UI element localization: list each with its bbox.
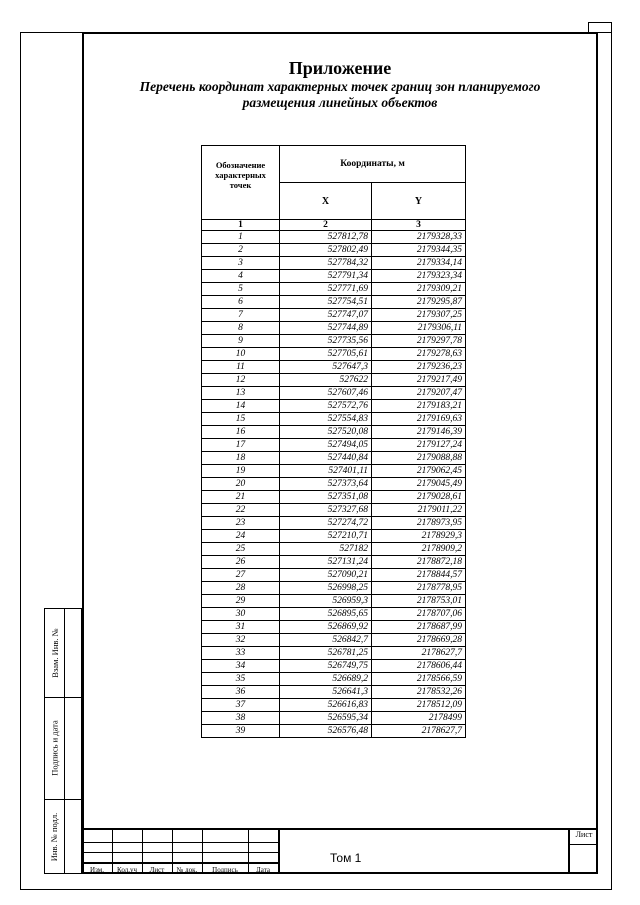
y-coordinate-cell: 2178844,57 (372, 569, 466, 582)
y-coordinate-cell: 2179236,23 (372, 361, 466, 374)
table-row (202, 465, 466, 478)
point-id-cell: 29 (202, 595, 280, 608)
y-coordinate-cell: 2179306,11 (372, 322, 466, 335)
table-row (202, 491, 466, 504)
x-coordinate-cell: 527802,49 (280, 244, 372, 257)
table-row (202, 322, 466, 335)
y-coordinate-cell: 2179309,21 (372, 283, 466, 296)
table-row (202, 270, 466, 283)
table-row (202, 634, 466, 647)
point-id-cell: 15 (202, 413, 280, 426)
x-coordinate-cell: 527647,3 (280, 361, 372, 374)
x-coordinate-cell: 527182 (280, 543, 372, 556)
table-row (202, 244, 466, 257)
x-coordinate-cell: 527705,61 (280, 348, 372, 361)
y-coordinate-cell: 2179344,35 (372, 244, 466, 257)
point-id-cell: 11 (202, 361, 280, 374)
point-id-cell: 12 (202, 374, 280, 387)
x-coordinate-cell: 527747,07 (280, 309, 372, 322)
y-coordinate-cell: 2179088,88 (372, 452, 466, 465)
table-row (202, 400, 466, 413)
point-id-cell: 32 (202, 634, 280, 647)
coordinates-body (202, 231, 466, 738)
table-row (202, 231, 466, 244)
x-coordinate-cell: 527784,32 (280, 257, 372, 270)
table-row (202, 530, 466, 543)
point-id-cell: 4 (202, 270, 280, 283)
y-coordinate-cell: 2178872,18 (372, 556, 466, 569)
point-id-cell: 30 (202, 608, 280, 621)
table-row (202, 569, 466, 582)
x-coordinate-cell: 527401,11 (280, 465, 372, 478)
tb-label-sheet: Лист (149, 866, 165, 874)
y-coordinate-cell: 2179169,63 (372, 413, 466, 426)
column-number: 1 (202, 220, 280, 231)
table-row (202, 452, 466, 465)
x-coordinate-cell: 526576,48 (280, 725, 372, 738)
y-coordinate-cell: 2179328,33 (372, 231, 466, 244)
table-row (202, 504, 466, 517)
x-coordinate-cell: 526781,25 (280, 647, 372, 660)
table-row (202, 621, 466, 634)
x-coordinate-cell: 527812,78 (280, 231, 372, 244)
point-id-cell: 1 (202, 231, 280, 244)
x-coordinate-cell: 526595,34 (280, 712, 372, 725)
x-coordinate-cell: 527607,46 (280, 387, 372, 400)
header-coordinates: Координаты, м (280, 146, 466, 183)
x-coordinate-cell: 527440,84 (280, 452, 372, 465)
y-coordinate-cell: 2178627,7 (372, 647, 466, 660)
point-id-cell: 38 (202, 712, 280, 725)
point-id-cell: 24 (202, 530, 280, 543)
side-label-signature-text: Подпись и дата (49, 720, 60, 776)
page-subtitle (105, 79, 575, 111)
y-coordinate-cell: 2178707,06 (372, 608, 466, 621)
x-coordinate-cell: 527520,08 (280, 426, 372, 439)
point-id-cell: 8 (202, 322, 280, 335)
table-row (202, 335, 466, 348)
table-row (202, 283, 466, 296)
table-row (202, 361, 466, 374)
y-coordinate-cell: 2178566,59 (372, 673, 466, 686)
x-coordinate-cell: 526749,75 (280, 660, 372, 673)
point-id-cell: 26 (202, 556, 280, 569)
y-coordinate-cell: 2179217,49 (372, 374, 466, 387)
corner-tab (588, 22, 612, 33)
table-row (202, 348, 466, 361)
tb-label-date: Дата (256, 866, 270, 874)
y-coordinate-cell: 2179028,61 (372, 491, 466, 504)
x-coordinate-cell: 526869,92 (280, 621, 372, 634)
point-id-cell: 25 (202, 543, 280, 556)
x-coordinate-cell: 527373,64 (280, 478, 372, 491)
x-coordinate-cell: 527494,05 (280, 439, 372, 452)
table-row (202, 595, 466, 608)
x-coordinate-cell: 526641,3 (280, 686, 372, 699)
side-stamp (44, 608, 82, 874)
table-row (202, 608, 466, 621)
y-coordinate-cell: 2179045,49 (372, 478, 466, 491)
y-coordinate-cell: 2178499 (372, 712, 466, 725)
y-coordinate-cell: 2179297,78 (372, 335, 466, 348)
y-coordinate-cell: 2178532,26 (372, 686, 466, 699)
header-points-line-1: Обозначение (215, 160, 266, 170)
x-coordinate-cell: 527622 (280, 374, 372, 387)
table-row (202, 426, 466, 439)
side-label-replacement (45, 609, 64, 697)
x-coordinate-cell: 527274,72 (280, 517, 372, 530)
x-coordinate-cell: 527327,68 (280, 504, 372, 517)
header-y: Y (372, 183, 466, 220)
table-row (202, 257, 466, 270)
volume-label: Том 1 (330, 851, 362, 865)
table-row (202, 309, 466, 322)
table-row (202, 296, 466, 309)
table-row (202, 439, 466, 452)
side-label-original (45, 799, 64, 875)
table-row (202, 543, 466, 556)
y-coordinate-cell: 2179183,21 (372, 400, 466, 413)
point-id-cell: 7 (202, 309, 280, 322)
point-id-cell: 17 (202, 439, 280, 452)
table-row (202, 517, 466, 530)
column-number: 2 (280, 220, 372, 231)
sheet-label: Лист (575, 830, 593, 839)
x-coordinate-cell: 527554,83 (280, 413, 372, 426)
point-id-cell: 31 (202, 621, 280, 634)
point-id-cell: 28 (202, 582, 280, 595)
table-row (202, 374, 466, 387)
side-label-replacement-text: Взам. Инв. № (49, 628, 60, 678)
point-id-cell: 9 (202, 335, 280, 348)
point-id-cell: 13 (202, 387, 280, 400)
x-coordinate-cell: 526895,65 (280, 608, 372, 621)
table-row (202, 478, 466, 491)
x-coordinate-cell: 526998,25 (280, 582, 372, 595)
table-row (202, 582, 466, 595)
y-coordinate-cell: 2178753,01 (372, 595, 466, 608)
x-coordinate-cell: 526616,83 (280, 699, 372, 712)
point-id-cell: 33 (202, 647, 280, 660)
table-row (202, 647, 466, 660)
table-row (202, 712, 466, 725)
tb-row-line (82, 852, 278, 853)
y-coordinate-cell: 2178512,09 (372, 699, 466, 712)
point-id-cell: 2 (202, 244, 280, 257)
page-title: Приложение (288, 58, 392, 78)
table-row (202, 699, 466, 712)
table-row (202, 387, 466, 400)
point-id-cell: 16 (202, 426, 280, 439)
table-row (202, 686, 466, 699)
table-row (202, 725, 466, 738)
y-coordinate-cell: 2179278,63 (372, 348, 466, 361)
y-coordinate-cell: 2179295,87 (372, 296, 466, 309)
point-id-cell: 27 (202, 569, 280, 582)
x-coordinate-cell: 526842,7 (280, 634, 372, 647)
tb-row-line (82, 842, 278, 843)
y-coordinate-cell: 2179334,14 (372, 257, 466, 270)
point-id-cell: 10 (202, 348, 280, 361)
y-coordinate-cell: 2178627,7 (372, 725, 466, 738)
tb-col-line (278, 830, 280, 874)
tb-row-line (82, 862, 278, 864)
point-id-cell: 21 (202, 491, 280, 504)
table-row (202, 413, 466, 426)
header-x: X (280, 183, 372, 220)
y-coordinate-cell: 2178778,95 (372, 582, 466, 595)
point-id-cell: 22 (202, 504, 280, 517)
coordinates-table (201, 145, 466, 738)
side-stamp-divider (64, 609, 65, 873)
y-coordinate-cell: 2178973,95 (372, 517, 466, 530)
point-id-cell: 14 (202, 400, 280, 413)
point-id-cell: 37 (202, 699, 280, 712)
tb-label-count: Кол.уч (117, 866, 137, 874)
x-coordinate-cell: 527735,56 (280, 335, 372, 348)
point-id-cell: 19 (202, 465, 280, 478)
subtitle-line-1: Перечень координат характерных точек границ зон планируемого (139, 79, 541, 94)
table-row (202, 660, 466, 673)
point-id-cell: 20 (202, 478, 280, 491)
tb-row-line (568, 844, 598, 845)
y-coordinate-cell: 2178909,2 (372, 543, 466, 556)
y-coordinate-cell: 2179062,45 (372, 465, 466, 478)
point-id-cell: 36 (202, 686, 280, 699)
y-coordinate-cell: 2179323,34 (372, 270, 466, 283)
y-coordinate-cell: 2178687,99 (372, 621, 466, 634)
y-coordinate-cell: 2179307,25 (372, 309, 466, 322)
side-label-original-text: Инв. № подл. (49, 812, 60, 862)
y-coordinate-cell: 2178669,28 (372, 634, 466, 647)
point-id-cell: 35 (202, 673, 280, 686)
y-coordinate-cell: 2178606,44 (372, 660, 466, 673)
x-coordinate-cell: 526959,3 (280, 595, 372, 608)
x-coordinate-cell: 527351,08 (280, 491, 372, 504)
x-coordinate-cell: 527754,51 (280, 296, 372, 309)
y-coordinate-cell: 2178929,3 (372, 530, 466, 543)
point-id-cell: 5 (202, 283, 280, 296)
point-id-cell: 23 (202, 517, 280, 530)
x-coordinate-cell: 527210,71 (280, 530, 372, 543)
point-id-cell: 34 (202, 660, 280, 673)
x-coordinate-cell: 527771,69 (280, 283, 372, 296)
x-coordinate-cell: 526689,2 (280, 673, 372, 686)
x-coordinate-cell: 527090,21 (280, 569, 372, 582)
side-label-signature (45, 697, 64, 799)
subtitle-line-2: размещения линейных объектов (242, 95, 438, 110)
y-coordinate-cell: 2179207,47 (372, 387, 466, 400)
y-coordinate-cell: 2179127,24 (372, 439, 466, 452)
table-row (202, 673, 466, 686)
x-coordinate-cell: 527131,24 (280, 556, 372, 569)
tb-label-change: Изм. (90, 866, 104, 874)
column-number: 3 (372, 220, 466, 231)
header-points (202, 146, 280, 220)
tb-label-signature: Подпись (212, 866, 238, 874)
point-id-cell: 18 (202, 452, 280, 465)
point-id-cell: 6 (202, 296, 280, 309)
y-coordinate-cell: 2179146,39 (372, 426, 466, 439)
header-points-line-3: точек (229, 180, 252, 190)
tb-label-doc-no: № док. (176, 866, 198, 874)
x-coordinate-cell: 527572,76 (280, 400, 372, 413)
y-coordinate-cell: 2179011,22 (372, 504, 466, 517)
point-id-cell: 39 (202, 725, 280, 738)
header-points-line-2: характерных (215, 170, 266, 180)
table-row (202, 556, 466, 569)
x-coordinate-cell: 527744,89 (280, 322, 372, 335)
x-coordinate-cell: 527791,34 (280, 270, 372, 283)
point-id-cell: 3 (202, 257, 280, 270)
